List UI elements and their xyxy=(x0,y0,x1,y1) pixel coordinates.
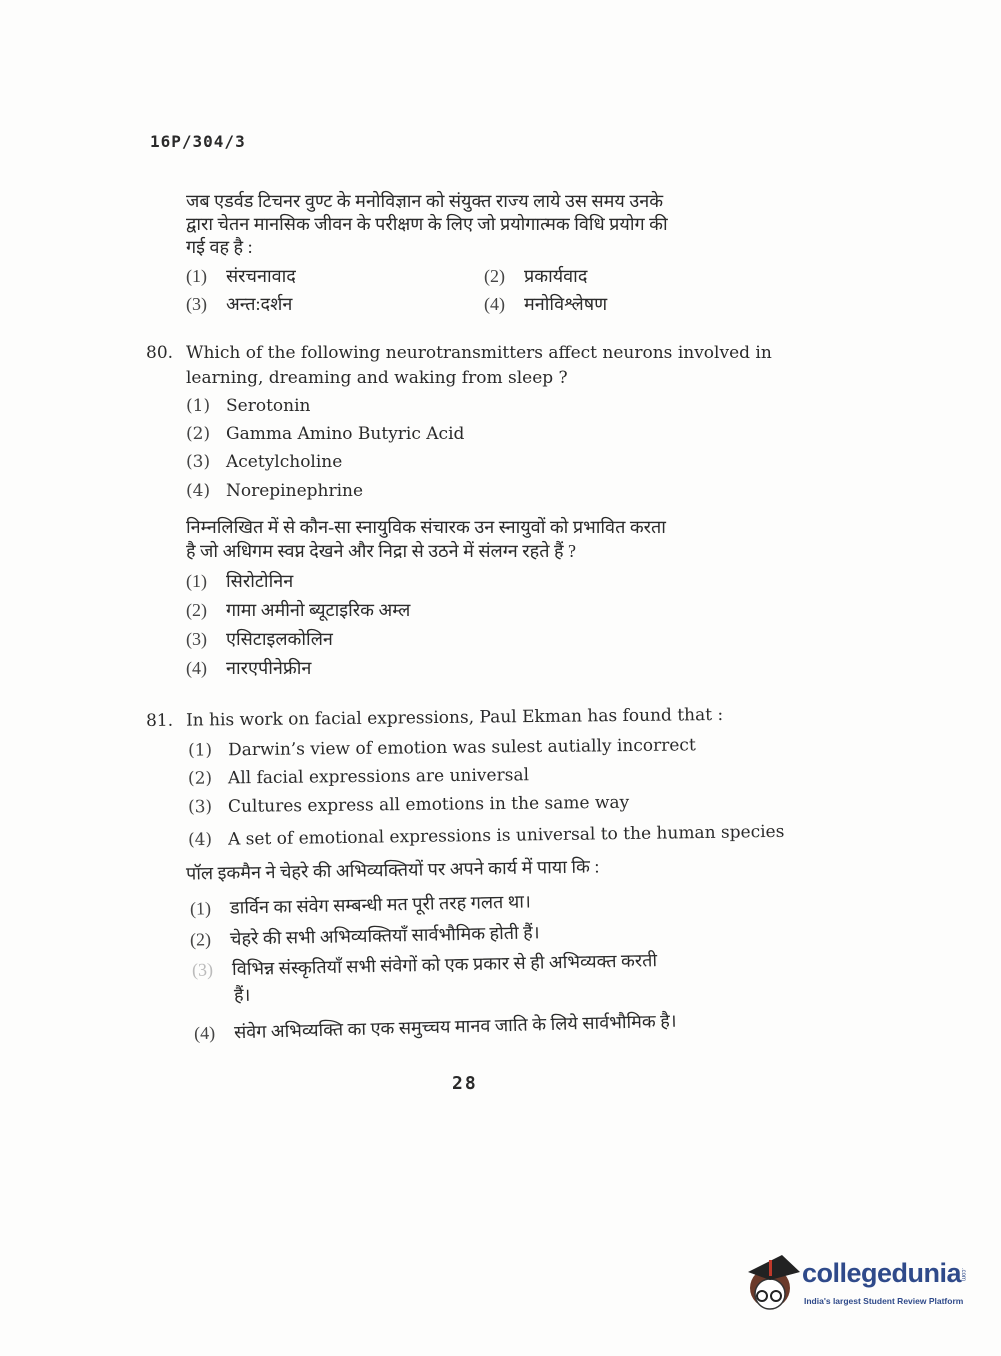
q80-hindi-option xyxy=(186,629,333,649)
q79-hindi-line: जब एडर्वड टिचनर वुण्ट के मनोविज्ञान को संयुक्त राज्य लाये उस समय उनके xyxy=(186,191,664,211)
option-text: Serotonin xyxy=(226,396,311,416)
option-text: अन्त:दर्शन xyxy=(226,294,293,314)
q80-hindi-option xyxy=(186,600,410,620)
option-text: Gamma Amino Butyric Acid xyxy=(226,424,465,444)
option-text: संरचनावाद xyxy=(226,266,296,286)
option-text: Cultures express all emotions in the same way xyxy=(227,792,630,817)
option-number: (4) xyxy=(187,829,213,851)
q81-question xyxy=(146,705,723,731)
q81-hindi-option xyxy=(192,950,657,980)
option-number: (4) xyxy=(484,294,505,314)
page-number: 28 xyxy=(452,1073,478,1094)
q79-hindi-line: गई वह है : xyxy=(186,237,253,257)
q79-option xyxy=(484,266,587,286)
option-text: Norepinephrine xyxy=(226,481,364,501)
paper-code: 16P/304/3 xyxy=(150,132,246,151)
q80-option xyxy=(186,481,363,501)
mascot-icon xyxy=(742,1250,802,1320)
q79-option xyxy=(484,294,607,314)
option-number: (3) xyxy=(186,452,211,472)
q80-option xyxy=(186,396,310,416)
q80-question-line: learning, dreaming and waking from sleep ? xyxy=(186,368,568,388)
q80-hindi-line: निम्नलिखित में से कौन-सा स्नायुविक संचारक उन स्नायुवों को प्रभावित करता xyxy=(186,517,666,537)
option-number: (2) xyxy=(187,768,213,789)
option-text: गामा अमीनो ब्यूटाइरिक अम्ल xyxy=(226,600,411,620)
option-number: (1) xyxy=(189,898,212,919)
option-text: संवेग अभिव्यक्ति का एक समुच्चय मानव जाति के लिये सार्वभौमिक है। xyxy=(233,1010,677,1043)
option-number: (4) xyxy=(186,658,207,678)
q81-hindi-option-cont: हैं। xyxy=(233,984,251,1006)
brand-suffix: .com xyxy=(960,1268,966,1282)
option-text: All facial expressions are universal xyxy=(227,765,530,789)
q81-option xyxy=(188,735,696,760)
brand-tagline: India's largest Student Review Platform xyxy=(804,1296,964,1306)
option-number: (4) xyxy=(186,481,211,501)
option-text: Darwin’s view of emotion was sulest autially incorrect xyxy=(227,735,696,761)
option-text: नारएपीनेफ्रीन xyxy=(226,658,312,678)
option-text: चेहरे की सभी अभिव्यक्तियाँ सार्वभौमिक होती हैं। xyxy=(229,922,540,949)
option-number: (3) xyxy=(191,959,214,980)
option-number: (3) xyxy=(186,629,207,649)
q80-option xyxy=(186,452,342,472)
collegedunia-watermark xyxy=(742,1250,972,1320)
q80-hindi-option xyxy=(186,571,293,591)
option-number: (4) xyxy=(193,1022,216,1044)
question-number: 80. xyxy=(146,343,174,363)
option-number: (2) xyxy=(186,600,207,620)
option-text: मनोविश्लेषण xyxy=(524,294,608,314)
option-number: (3) xyxy=(186,294,207,314)
q81-hindi-option xyxy=(190,891,531,918)
option-text: डार्विन का संवेग सम्बन्धी मत पूरी तरह गलत था। xyxy=(229,891,531,918)
option-text: सिरोटोनिन xyxy=(226,571,294,591)
option-number: (3) xyxy=(187,797,213,818)
q80-option xyxy=(186,424,464,444)
q79-option xyxy=(186,294,292,314)
option-number: (1) xyxy=(186,266,207,286)
question-number: 81. xyxy=(145,710,174,732)
option-number: (2) xyxy=(484,266,505,286)
option-number: (2) xyxy=(186,424,211,444)
q80-hindi-line: है जो अधिगम स्वप्न देखने और निद्रा से उठने में संलग्न रहते हैं ? xyxy=(186,541,577,561)
option-text: Acetylcholine xyxy=(226,452,343,472)
q81-hindi-line: पॉल इकमैन ने चेहरे की अभिव्यक्तियों पर अपने कार्य में पाया कि : xyxy=(185,856,600,884)
q81-hindi-option xyxy=(194,1011,677,1044)
question-text: Which of the following neurotransmitters affect neurons involved in xyxy=(186,343,772,363)
q80-hindi-option xyxy=(186,658,311,678)
option-text: A set of emotional expressions is universal to the human species xyxy=(227,821,785,850)
option-text: विभिन्न संस्कृतियाँ सभी संवेगों को एक प्रकार से ही अभिव्यक्त करती xyxy=(231,950,658,980)
q81-hindi-option xyxy=(190,922,540,949)
q79-option xyxy=(186,266,296,286)
q81-option xyxy=(188,765,529,789)
option-number: (2) xyxy=(189,929,212,950)
option-number: (1) xyxy=(186,396,211,416)
question-text: In his work on facial expressions, Paul Ekman has found that : xyxy=(185,704,724,731)
brand-name: collegedunia xyxy=(802,1258,962,1288)
option-text: एसिटाइलकोलिन xyxy=(226,629,333,649)
option-number: (1) xyxy=(186,571,207,591)
option-text: प्रकार्यवाद xyxy=(524,266,588,286)
q79-hindi-line: द्वारा चेतन मानसिक जीवन के परीक्षण के लिए जो प्रयोगात्मक विधि प्रयोग की xyxy=(186,214,668,234)
q81-option xyxy=(188,793,629,818)
q81-option xyxy=(188,822,785,850)
option-number: (1) xyxy=(187,740,213,761)
q80-question xyxy=(146,343,772,363)
